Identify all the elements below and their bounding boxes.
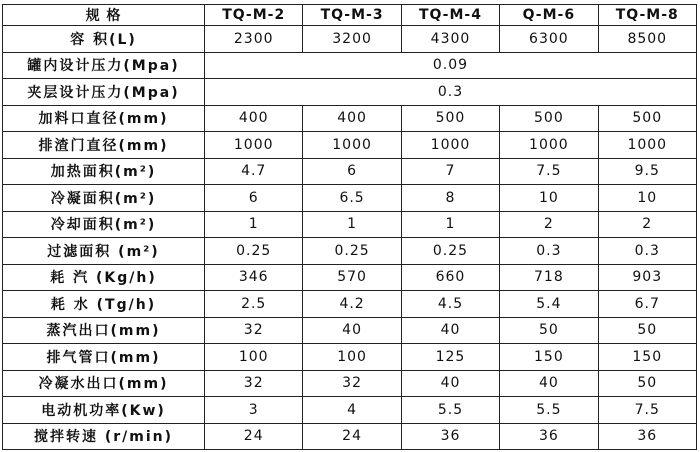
value-cell: 400 [205,105,303,132]
value-cell: 40 [303,317,401,344]
value-cell: 1 [401,211,499,238]
value-cell: 0.3 [500,238,598,265]
value-cell: 1000 [500,132,598,159]
value-cell: 903 [598,264,696,291]
value-cell: 2 [598,211,696,238]
value-cell: 0.25 [401,238,499,265]
value-cell: 5.5 [500,397,598,424]
value-cell: 500 [401,105,499,132]
value-cell: 7.5 [500,158,598,185]
value-cell: 0.25 [205,238,303,265]
table-header-row [3,5,697,26]
row-label: 耗 汽 (Kg/h) [3,264,205,291]
value-cell: 9.5 [598,158,696,185]
value-cell: 40 [401,370,499,397]
value-cell: 4300 [401,26,499,53]
value-cell: 6.5 [303,185,401,212]
value-cell: 125 [401,344,499,371]
value-cell: 4.5 [401,291,499,318]
value-cell: 2300 [205,26,303,53]
header-cell: 规 格 [3,5,205,26]
value-cell: 346 [205,264,303,291]
spec-table [2,4,697,450]
value-cell: 3200 [303,26,401,53]
table-body [3,26,697,450]
value-cell: 1 [205,211,303,238]
table-row [3,238,697,265]
value-cell: 660 [401,264,499,291]
value-cell: 0.3 [598,238,696,265]
value-cell: 32 [205,370,303,397]
table-row [3,291,697,318]
value-cell: 6 [205,185,303,212]
row-label: 容 积(L) [3,26,205,53]
value-cell: 4.7 [205,158,303,185]
value-cell: 500 [500,105,598,132]
value-cell: 7 [401,158,499,185]
row-label: 耗 水 (Tg/h) [3,291,205,318]
value-cell: 10 [500,185,598,212]
table-row [3,264,697,291]
table-row [3,317,697,344]
header-cell: TQ-M-4 [401,5,499,26]
value-cell: 2.5 [205,291,303,318]
row-label: 冷却面积(m²) [3,211,205,238]
value-cell: 36 [598,423,696,450]
value-cell: 150 [500,344,598,371]
header-cell: TQ-M-2 [205,5,303,26]
value-cell: 400 [303,105,401,132]
value-cell: 6.7 [598,291,696,318]
row-label: 加热面积(m²) [3,158,205,185]
table-row [3,185,697,212]
value-cell: 5.4 [500,291,598,318]
value-cell: 40 [401,317,499,344]
header-cell: Q-M-6 [500,5,598,26]
merged-value-cell: 0.3 [205,79,697,106]
row-label: 排气管口(mm) [3,344,205,371]
value-cell: 36 [500,423,598,450]
value-cell: 8 [401,185,499,212]
table-row [3,26,697,53]
value-cell: 1000 [401,132,499,159]
value-cell: 570 [303,264,401,291]
value-cell: 2 [500,211,598,238]
header-cell: TQ-M-8 [598,5,696,26]
value-cell: 32 [205,317,303,344]
value-cell: 24 [205,423,303,450]
value-cell: 10 [598,185,696,212]
table-row [3,52,697,79]
value-cell: 1000 [205,132,303,159]
table-row [3,105,697,132]
row-label: 冷凝水出口(mm) [3,370,205,397]
value-cell: 1 [303,211,401,238]
row-label: 夹层设计压力(Mpa) [3,79,205,106]
value-cell: 500 [598,105,696,132]
value-cell: 150 [598,344,696,371]
value-cell: 718 [500,264,598,291]
value-cell: 40 [500,370,598,397]
value-cell: 100 [303,344,401,371]
value-cell: 4 [303,397,401,424]
value-cell: 100 [205,344,303,371]
value-cell: 50 [598,317,696,344]
value-cell: 5.5 [401,397,499,424]
table-row [3,132,697,159]
value-cell: 7.5 [598,397,696,424]
value-cell: 3 [205,397,303,424]
row-label: 排渣门直径(mm) [3,132,205,159]
table-row [3,397,697,424]
value-cell: 1000 [303,132,401,159]
value-cell: 0.25 [303,238,401,265]
value-cell: 8500 [598,26,696,53]
row-label: 电动机功率(Kw) [3,397,205,424]
table-row [3,79,697,106]
row-label: 罐内设计压力(Mpa) [3,52,205,79]
value-cell: 6300 [500,26,598,53]
table-row [3,423,697,450]
value-cell: 50 [598,370,696,397]
row-label: 蒸汽出口(mm) [3,317,205,344]
merged-value-cell: 0.09 [205,52,697,79]
value-cell: 4.2 [303,291,401,318]
table-row [3,370,697,397]
table-row [3,211,697,238]
table-row [3,344,697,371]
header-cell: TQ-M-3 [303,5,401,26]
value-cell: 36 [401,423,499,450]
row-label: 搅拌转速 (r/min) [3,423,205,450]
value-cell: 50 [500,317,598,344]
value-cell: 6 [303,158,401,185]
value-cell: 1000 [598,132,696,159]
row-label: 加料口直径(mm) [3,105,205,132]
value-cell: 32 [303,370,401,397]
table-row [3,158,697,185]
value-cell: 24 [303,423,401,450]
row-label: 过滤面积 (m²) [3,238,205,265]
row-label: 冷凝面积(m²) [3,185,205,212]
